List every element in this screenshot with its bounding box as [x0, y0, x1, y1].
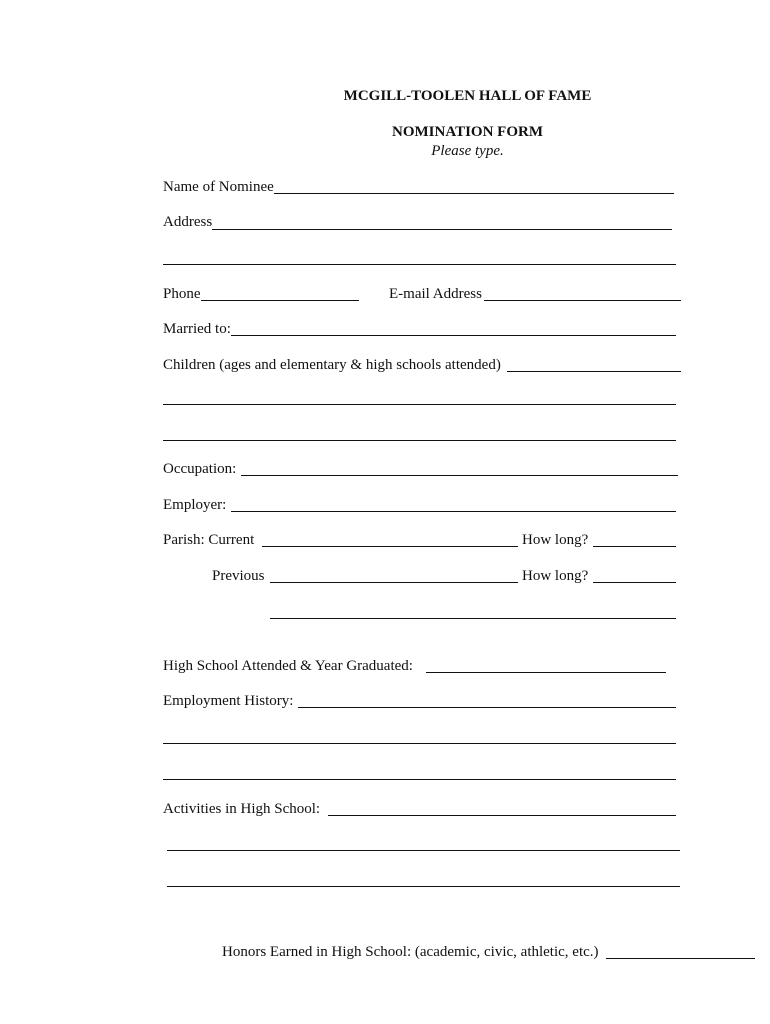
children-line[interactable] [507, 371, 681, 372]
address-line-2[interactable] [163, 264, 676, 265]
address-label: Address [163, 214, 213, 230]
high-school-label: High School Attended & Year Graduated: [163, 658, 413, 674]
activities-label: Activities in High School: [163, 801, 321, 817]
parish-previous-line[interactable] [270, 582, 518, 583]
employer-line[interactable] [231, 511, 676, 512]
how-long-current-label: How long? [522, 532, 589, 548]
employment-history-line[interactable] [298, 707, 676, 708]
activities-line-2[interactable] [167, 850, 680, 851]
form-title: MCGILL-TOOLEN HALL OF FAME [343, 88, 592, 104]
how-long-current-line[interactable] [593, 546, 676, 547]
name-of-nominee-line[interactable] [274, 193, 674, 194]
form-instruction: Please type. [431, 143, 504, 159]
married-to-label: Married to: [163, 321, 231, 337]
occupation-line[interactable] [241, 475, 678, 476]
employment-history-line-2[interactable] [163, 743, 676, 744]
name-of-nominee-label: Name of Nominee [163, 179, 274, 195]
honors-line[interactable] [606, 958, 755, 959]
employer-label: Employer: [163, 497, 227, 513]
high-school-line[interactable] [426, 672, 666, 673]
children-line-2[interactable] [163, 404, 676, 405]
occupation-label: Occupation: [163, 461, 237, 477]
parish-current-label: Parish: Current [163, 532, 255, 548]
phone-label: Phone [163, 286, 201, 302]
address-line[interactable] [212, 229, 672, 230]
children-line-3[interactable] [163, 440, 676, 441]
parish-previous-label: Previous [212, 568, 265, 584]
how-long-previous-label: How long? [522, 568, 589, 584]
activities-line-3[interactable] [167, 886, 680, 887]
activities-line[interactable] [328, 815, 676, 816]
phone-line[interactable] [201, 300, 359, 301]
email-label: E-mail Address [389, 286, 482, 302]
form-name: NOMINATION FORM [392, 124, 543, 140]
parish-current-line[interactable] [262, 546, 518, 547]
parish-previous-line-2[interactable] [270, 618, 676, 619]
employment-history-label: Employment History: [163, 693, 294, 709]
how-long-previous-line[interactable] [593, 582, 676, 583]
honors-label: Honors Earned in High School: (academic, civic, athletic, etc.) [222, 944, 599, 960]
married-to-line[interactable] [231, 335, 676, 336]
email-line[interactable] [484, 300, 681, 301]
employment-history-line-3[interactable] [163, 779, 676, 780]
children-label: Children (ages and elementary & high schools attended) [163, 357, 501, 373]
